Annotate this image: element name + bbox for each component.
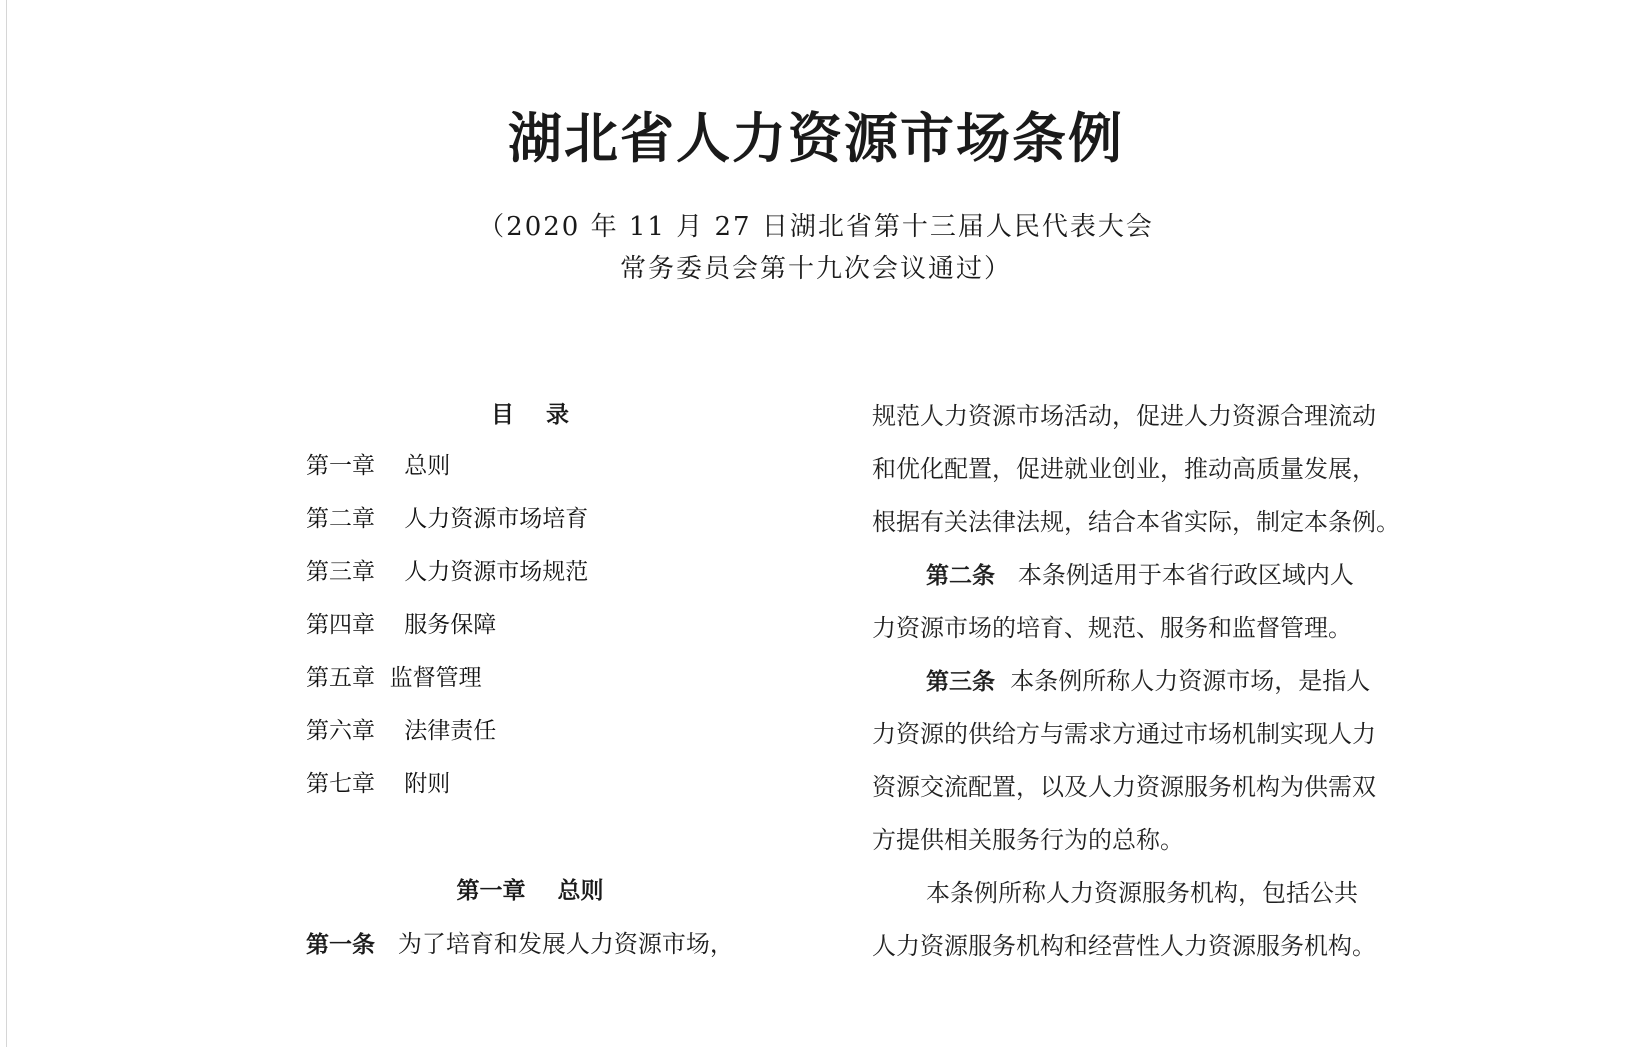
toc-item-label: 第一章 总则	[306, 453, 451, 479]
toc-item-label: 第七章 附则	[306, 771, 451, 797]
toc-item-label: 第六章 法律责任	[306, 718, 497, 744]
table-of-contents	[306, 450, 588, 821]
article-three-paragraph-2-line-2: 人力资源服务机构和经营性人力资源服务机构。	[872, 932, 1376, 960]
article-two-label: 第二条	[926, 563, 995, 589]
article-one-label: 第一条	[306, 932, 375, 958]
article-three-line-4: 方提供相关服务行为的总称。	[872, 826, 1184, 854]
toc-item-label: 第四章 服务保障	[306, 612, 497, 638]
toc-item-chapter-4[interactable]	[306, 609, 588, 662]
article-three-paragraph-2-line-1: 本条例所称人力资源服务机构，包括公共	[926, 879, 1358, 907]
chapter-one-heading: 第一章 总则	[456, 878, 604, 904]
article-one-start	[306, 924, 734, 959]
toc-item-chapter-7[interactable]	[306, 768, 588, 821]
article-one-text: 为了培育和发展人力资源市场，	[375, 930, 734, 958]
right-text-column	[872, 400, 1432, 983]
article-two-line-2: 力资源市场的培育、规范、服务和监督管理。	[872, 614, 1352, 642]
toc-item-chapter-6[interactable]	[306, 715, 588, 768]
article-three-text: 本条例所称人力资源市场，是指人	[995, 667, 1371, 695]
article-two-text: 本条例适用于本省行政区域内人	[995, 561, 1354, 589]
toc-item-chapter-5[interactable]	[306, 662, 588, 715]
article-one-continuation-line-2: 和优化配置，促进就业创业，推动高质量发展，	[872, 455, 1376, 483]
article-one-continuation-line-1: 规范人力资源市场活动，促进人力资源合理流动	[872, 402, 1376, 430]
article-three-line-2: 力资源的供给方与需求方通过市场机制实现人力	[872, 720, 1376, 748]
toc-item-chapter-2[interactable]	[306, 503, 588, 556]
document-title: 湖北省人力资源市场条例	[508, 106, 1124, 170]
subtitle-line-2: 常务委员会第十九次会议通过）	[619, 254, 1012, 284]
article-three-label: 第三条	[926, 669, 995, 695]
article-three-line-1	[872, 665, 1432, 718]
toc-item-label: 第二章 人力资源市场培育	[306, 506, 589, 532]
article-three-line-3: 资源交流配置，以及人力资源服务机构为供需双	[872, 773, 1376, 801]
article-two-line-1	[872, 559, 1432, 612]
subtitle-line-1: （2020 年 11 月 27 日湖北省第十三届人民代表大会	[478, 212, 1154, 242]
toc-heading: 目 录	[490, 402, 570, 428]
toc-item-label: 第五章 监督管理	[306, 665, 482, 691]
toc-item-label: 第三章 人力资源市场规范	[306, 559, 589, 585]
toc-item-chapter-3[interactable]	[306, 556, 588, 609]
article-one-continuation-line-3: 根据有关法律法规，结合本省实际，制定本条例。	[872, 508, 1400, 536]
toc-item-chapter-1[interactable]	[306, 450, 588, 503]
